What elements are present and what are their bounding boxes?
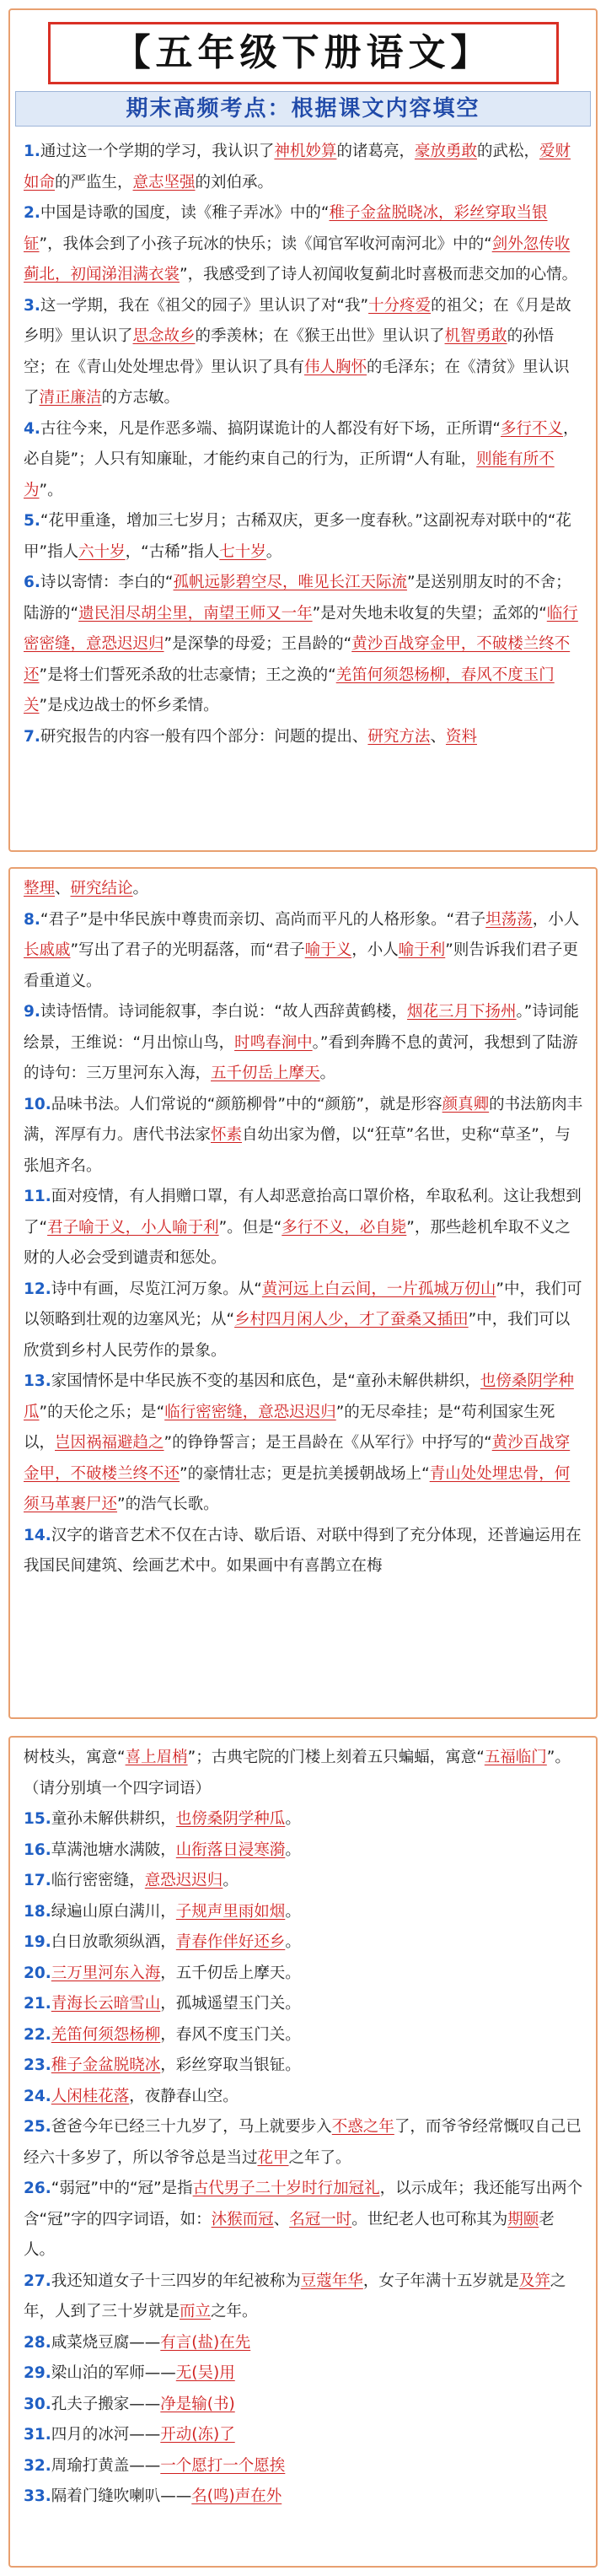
answer-text: 意恐迟迟归	[144, 1872, 223, 1889]
question-item	[24, 1182, 584, 1275]
question-text: 品味书法。人们常说的“颜筋柳骨”中的“颜筋”，就是形容	[51, 1095, 442, 1113]
question-text: 之年，人到了三十岁就是	[24, 2272, 566, 2320]
answer-text: 稚子金盆脱晓冰	[51, 2056, 161, 2074]
question-text: ，小人	[351, 941, 399, 959]
answer-text: 青海长云暗雪山	[51, 1995, 161, 2013]
answer-text: 坦荡荡	[485, 910, 533, 929]
question-text: 童孙未解供耕织，	[51, 1810, 176, 1828]
page-subtitle: 期末高频考点：根据课文内容填空	[15, 91, 591, 127]
question-number: 18.	[24, 1902, 51, 1921]
answer-text: 也傍桑阴学种瓜	[24, 1372, 574, 1421]
answer-text: 颜真卿	[442, 1095, 490, 1113]
question-number: 24.	[24, 2087, 51, 2105]
question-text: ”。（请分别填一个四字词语）	[24, 1749, 571, 1797]
answer-text: 遗民泪尽胡尘里，南望王师又一年	[78, 604, 313, 622]
question-number: 14.	[24, 1526, 51, 1544]
answer-text: 六十岁	[78, 542, 126, 561]
question-text: 的严监生，	[55, 173, 133, 191]
question-text: ，必自毙”；人只有知廉耻，才能约束自己的行为，正所谓“人有耻，	[24, 419, 579, 468]
panel-1-body	[10, 132, 596, 752]
question-text: 。”看到奔腾不息的黄河，我想到了陆游的诗句：三万里河东入海，	[24, 1033, 578, 1082]
answer-text: 多行不义，必自毙	[282, 1218, 407, 1237]
answer-text: 清正廉洁	[39, 389, 102, 407]
question-text: 。世纪老人也可称其为	[351, 2210, 508, 2228]
question-text: 的孙悟空；在《青山处处埋忠骨》里认识了具有	[24, 327, 555, 376]
question-text: 临行密密缝，	[51, 1872, 145, 1889]
answer-text: 爱财如命	[24, 143, 571, 191]
question-number: 1.	[24, 143, 40, 160]
answer-text: 临行密密缝，意恐迟迟归	[164, 1403, 336, 1421]
answer-text: 剑外忽传收蓟北，初闻涕泪满衣裳	[24, 234, 571, 283]
question-text: 孔夫子搬家——	[51, 2395, 161, 2413]
question-text: ”。但是“	[218, 1218, 282, 1237]
question-text: ”是送别朋友时的不舍；陆游的“	[24, 574, 571, 622]
question-number: 28.	[24, 2333, 51, 2352]
question-text: 了，而爷爷经常慨叹自己已经六十多岁了，所以爷爷总是当过	[24, 2118, 582, 2167]
question-item	[24, 198, 584, 291]
answer-text: 多行不义	[501, 419, 564, 438]
question-item	[24, 1989, 584, 2020]
question-item	[24, 2174, 584, 2266]
answer-text: 意志坚强	[132, 173, 196, 191]
question-text: 。	[132, 880, 149, 897]
question-text: ”；古典宅院的门楼上刻着五只蝙蝠，寓意“	[187, 1749, 485, 1766]
answer-text: 孤帆远影碧空尽，唯见长江天际流	[173, 574, 408, 591]
answer-text: 期颐	[507, 2210, 539, 2228]
question-number: 27.	[24, 2272, 51, 2290]
question-number: 30.	[24, 2395, 51, 2413]
question-text: 。	[223, 1872, 239, 1889]
answer-text: 有言(盐)在先	[160, 2333, 251, 2352]
question-text: 树枝头，寓意“	[24, 1749, 126, 1766]
question-number: 7.	[24, 727, 40, 746]
question-text: 四月的冰河——	[51, 2426, 161, 2444]
question-text: 的刘伯承。	[195, 173, 274, 191]
answer-text: 长戚戚	[24, 941, 71, 959]
question-item	[24, 1927, 584, 1959]
question-text: 。”诗词能绘景，王维说：“月出惊山鸟，	[24, 1003, 579, 1052]
question-number: 6.	[24, 574, 40, 591]
question-item	[24, 1897, 584, 1928]
question-text: “花甲重逢，增加三七岁月；古稀双庆，更多一度春秋。”这副祝寿对联中的“花甲”指人	[24, 512, 571, 561]
question-text: ”中，我们可以欣赏到乡村人民劳作的景象。	[24, 1311, 571, 1360]
question-text: ”，那些趁机牟取不义之财的人必会受到谴责和惩处。	[24, 1218, 571, 1267]
question-number: 16.	[24, 1840, 51, 1859]
question-item	[24, 997, 584, 1090]
answer-text: 沐猴而冠	[211, 2210, 274, 2228]
question-text: ”的天伦之乐；是“	[39, 1403, 165, 1421]
question-number: 21.	[24, 1995, 51, 2013]
question-text: 的祖父；在《月是故乡明》里认识了	[24, 296, 571, 345]
answer-text: 喻于利	[398, 941, 446, 959]
answer-text: 怀素	[211, 1126, 243, 1144]
answer-text: 羌笛何须怨杨柳	[51, 2025, 161, 2044]
question-item	[24, 568, 584, 722]
question-text: ”的铮铮誓言；是王昌龄在《从军行》中抒写的“	[164, 1434, 492, 1452]
question-text: 隔着门缝吹喇叭——	[51, 2487, 192, 2505]
answer-text: 青春作伴好还乡	[175, 1933, 286, 1951]
answer-text: 乡村四月闲人少，才了蚕桑又插田	[234, 1311, 469, 1328]
answer-text: 研究方法	[367, 727, 431, 746]
question-item	[24, 2328, 584, 2359]
answer-text: 五福临门	[484, 1749, 547, 1766]
answer-text: 及笄	[518, 2272, 550, 2290]
question-text: ，女子年满十五岁就是	[362, 2272, 519, 2290]
answer-text: 黄沙百战穿金甲，不破楼兰终不还	[24, 1434, 571, 1483]
question-item	[24, 1366, 584, 1521]
answer-text: 喜上眉梢	[125, 1749, 188, 1766]
answer-text: 十分疼爱	[368, 296, 432, 315]
question-item	[24, 1959, 584, 1990]
question-number: 23.	[24, 2056, 51, 2074]
question-number: 2.	[24, 204, 40, 222]
answer-text: 羌笛何须怨杨柳，春风不度玉门关	[24, 666, 555, 714]
question-number: 32.	[24, 2456, 51, 2475]
page-title: 【五年级下册语文】	[48, 22, 559, 84]
answer-text: 则能有所不为	[24, 450, 555, 499]
question-text: 诗中有画，尽览江河万象。从“	[51, 1280, 262, 1298]
question-text: 咸菜烧豆腐——	[51, 2333, 161, 2352]
answer-text: 开动(冻)了	[160, 2426, 235, 2444]
panel-2	[8, 867, 598, 1719]
question-text: 诗以寄情：李白的“	[40, 574, 174, 591]
question-item	[24, 2358, 584, 2390]
question-text: 草满池塘水满陂，	[51, 1840, 176, 1859]
answer-text: 研究结论	[70, 880, 133, 897]
question-number: 26.	[24, 2180, 51, 2197]
question-text: 的武松，	[476, 143, 539, 160]
question-item	[24, 1743, 584, 1804]
answer-text: 临行密密缝，意恐迟迟归	[24, 604, 578, 653]
question-text: 通过这一个学期的学习，我认识了	[40, 143, 275, 160]
question-text: 、	[430, 727, 446, 746]
answer-text: 岂因祸福避趋之	[55, 1434, 164, 1452]
question-text: “弱冠”中的“冠”是指	[51, 2180, 193, 2197]
question-text: 面对疫情，有人捐赠口罩，有人却恶意抬高口罩价格，牟取私利。这让我想到了“	[24, 1188, 582, 1237]
question-text: 。	[285, 1902, 301, 1921]
question-text: 绿遍山原白满川，	[51, 1902, 176, 1921]
question-text: ，彩丝穿取当银钲。	[160, 2056, 301, 2074]
answer-text: 名(鸣)声在外	[191, 2487, 282, 2505]
question-text: 这一学期，我在《祖父的园子》里认识了对“我”	[40, 296, 369, 315]
answer-text: 豆蔻年华	[300, 2272, 363, 2290]
question-text: 的书法筋肉丰满，浑厚有力。唐代书法家	[24, 1095, 583, 1144]
question-number: 31.	[24, 2426, 51, 2444]
question-text: ，孤城遥望玉门关。	[160, 1995, 301, 2013]
question-text: ，夜静春山空。	[129, 2087, 239, 2105]
question-text: 。	[285, 1810, 301, 1828]
answer-text: 烟花三月下扬州	[407, 1003, 517, 1021]
question-text: ”。	[39, 481, 63, 499]
answer-text: 花甲	[257, 2148, 289, 2167]
question-text: 老人。	[24, 2210, 555, 2259]
question-text: 古往今来，凡是作恶多端、搞阴谋诡计的人都没有好下场，正所谓“	[40, 419, 501, 438]
answer-text: 黄沙百战穿金甲，不破楼兰终不还	[24, 635, 571, 684]
answer-text: 黄河远上白云间，一片孤城万仞山	[261, 1280, 496, 1298]
question-text: 周瑜打黄盖——	[51, 2456, 161, 2475]
question-text: 中国是诗歌的国度，读《稚子弄冰》中的“	[40, 204, 330, 222]
answer-text: 人闲桂花落	[51, 2087, 130, 2105]
question-number: 13.	[24, 1372, 51, 1390]
question-text: ”的无尽牵挂；是“苟利国家生死以，	[24, 1403, 555, 1452]
answer-text: 名冠一时	[289, 2210, 352, 2228]
answer-text: 山衔落日浸寒漪	[175, 1840, 286, 1859]
answer-text: 而立	[180, 2303, 212, 2320]
question-text: ”写出了君子的光明磊落，而“君子	[70, 941, 305, 959]
question-text: ”则告诉我们君子更看重道义。	[24, 941, 578, 990]
answer-text: 神机妙算	[274, 143, 337, 160]
question-item	[24, 2112, 584, 2174]
question-text: ，以示成年；我还能写出两个含“冠”字的四字词语，如：	[24, 2180, 583, 2228]
question-item	[24, 1521, 584, 1582]
question-text: “君子”是中华民族中尊贵而亲切、高尚而平凡的人格形象。“君子	[40, 910, 486, 929]
question-item	[24, 2266, 584, 2328]
question-item	[24, 722, 584, 753]
question-number: 5.	[24, 512, 40, 530]
question-text: ，小人	[532, 910, 580, 929]
question-text: ”是戍边战士的怀乡柔情。	[39, 697, 219, 714]
question-text: 家国情怀是中华民族不变的基因和底色，是“童孙未解供耕织，	[51, 1372, 480, 1390]
question-text: 。	[265, 542, 282, 561]
question-item	[24, 506, 584, 568]
question-number: 17.	[24, 1872, 51, 1889]
question-number: 20.	[24, 1964, 51, 1982]
answer-text: 无(吴)用	[175, 2364, 235, 2382]
question-number: 12.	[24, 1280, 51, 1298]
question-number: 11.	[24, 1188, 51, 1205]
question-text: 之年。	[211, 2303, 258, 2320]
answer-text: 五千仞岳上摩天	[211, 1064, 320, 1082]
question-text: 读诗悟情。诗词能叙事，李白说：“故人西辞黄鹤楼，	[40, 1003, 407, 1021]
question-text: ”是深挚的母爱；王昌龄的“	[164, 635, 352, 653]
question-item	[24, 1090, 584, 1183]
panel-1	[8, 8, 598, 852]
question-text: 的诸葛亮，	[336, 143, 415, 160]
answer-text: 思念故乡	[132, 327, 196, 345]
question-text: ，春风不度玉门关。	[160, 2025, 301, 2044]
question-text: 的方志敏。	[101, 389, 180, 407]
question-item	[24, 2451, 584, 2482]
answer-text: 净是输(书)	[160, 2395, 235, 2413]
answer-text: 也傍桑阴学种瓜	[175, 1810, 286, 1828]
question-number: 15.	[24, 1810, 51, 1828]
question-text: 研究报告的内容一般有四个部分：问题的提出、	[40, 727, 368, 746]
answer-text: 青山处处埋忠骨，何须马革裹尸还	[24, 1464, 571, 1513]
question-text: 。	[285, 1933, 301, 1951]
question-item	[24, 2020, 584, 2051]
question-item	[24, 1275, 584, 1367]
answer-text: 君子喻于义，小人喻于利	[47, 1218, 219, 1237]
panel-2-body	[10, 869, 596, 1582]
question-item	[24, 2482, 584, 2513]
question-text: 。	[285, 1840, 301, 1859]
question-number: 22.	[24, 2025, 51, 2044]
question-text: 我还知道女子十三四岁的年纪被称为	[51, 2272, 301, 2290]
question-item	[24, 291, 584, 414]
answer-text: 机智勇敢	[444, 327, 507, 345]
question-number: 25.	[24, 2118, 51, 2136]
question-number: 19.	[24, 1933, 51, 1951]
question-item	[24, 1835, 584, 1867]
question-number: 33.	[24, 2487, 51, 2505]
question-item	[24, 2420, 584, 2451]
question-text: ”的浩气长歌。	[117, 1495, 219, 1513]
question-item	[24, 905, 584, 998]
answer-text: 资料	[445, 727, 477, 746]
question-text: ”，我感受到了诗人初闻收复蓟北时喜极而悲交加的心情。	[180, 266, 578, 283]
question-text: ”是将士们誓死杀敌的壮志豪情；王之涣的“	[39, 666, 336, 684]
question-text: ”是对失地未收复的失望；孟郊的“	[312, 604, 547, 622]
answer-text: 稚子金盆脱晓冰，彩丝穿取当银钲	[24, 204, 548, 253]
question-text: 、	[55, 880, 71, 897]
answer-text: 子规声里雨如烟	[175, 1902, 286, 1921]
panel-3-body	[10, 1738, 596, 2513]
question-number: 3.	[24, 296, 40, 315]
answer-text: 不惑之年	[331, 2118, 394, 2136]
question-text: ，“古稀”指人	[125, 542, 220, 561]
answer-text: 七十岁	[219, 542, 266, 561]
question-text: ”中，我们可以领略到壮观的边塞风光；从“	[24, 1280, 582, 1328]
question-text: 梁山泊的军师——	[51, 2364, 176, 2382]
question-text: 汉字的谐音艺术不仅在古诗、歇后语、对联中得到了充分体现，还普遍运用在我国民间建筑、绘画艺术中。如果画中有喜鹊立在梅	[24, 1526, 582, 1575]
question-number: 10.	[24, 1095, 51, 1113]
question-text: 。	[319, 1064, 336, 1082]
question-item	[24, 1866, 584, 1897]
question-text: ，五千仞岳上摩天。	[160, 1964, 301, 1982]
question-item	[24, 1804, 584, 1835]
question-text: 之年了。	[288, 2148, 351, 2167]
question-text: 爸爸今年已经三十九岁了，马上就要步入	[51, 2118, 332, 2136]
question-text: 白日放歌须纵酒，	[51, 1933, 176, 1951]
question-item	[24, 874, 584, 905]
question-text: ”的豪情壮志；更是抗美援朝战场上“	[180, 1464, 430, 1483]
question-text: 自幼出家为僧，以“狂草”名世，史称“草圣”，与张旭齐名。	[24, 1126, 571, 1175]
answer-text: 三万里河东入海	[51, 1964, 161, 1982]
answer-text: 整理	[24, 880, 56, 897]
question-number: 8.	[24, 910, 40, 929]
panel-3	[8, 1736, 598, 2568]
question-number: 4.	[24, 419, 40, 438]
answer-text: 喻于义	[304, 941, 352, 959]
answer-text: 古代男子二十岁时行加冠礼	[192, 2180, 380, 2197]
answer-text: 时鸣春涧中	[234, 1033, 313, 1052]
answer-text: 豪放勇敢	[414, 143, 477, 160]
question-item	[24, 2390, 584, 2421]
question-item	[24, 2082, 584, 2113]
question-number: 9.	[24, 1003, 40, 1021]
answer-text: 一个愿打一个愿挨	[160, 2456, 286, 2475]
question-number: 29.	[24, 2364, 51, 2382]
question-text: ”，我体会到了小孩子玩冰的快乐；读《闻官军收河南河北》中的“	[39, 234, 492, 253]
question-text: 、	[273, 2210, 290, 2228]
question-item	[24, 2051, 584, 2082]
question-item	[24, 414, 584, 507]
question-text: 的毛泽东；在《清贫》里认识了	[24, 358, 570, 407]
question-text: 的季羡林；在《猴王出世》里认识了	[195, 327, 445, 345]
answer-text: 伟人胸怀	[304, 358, 367, 376]
question-item	[24, 137, 584, 198]
